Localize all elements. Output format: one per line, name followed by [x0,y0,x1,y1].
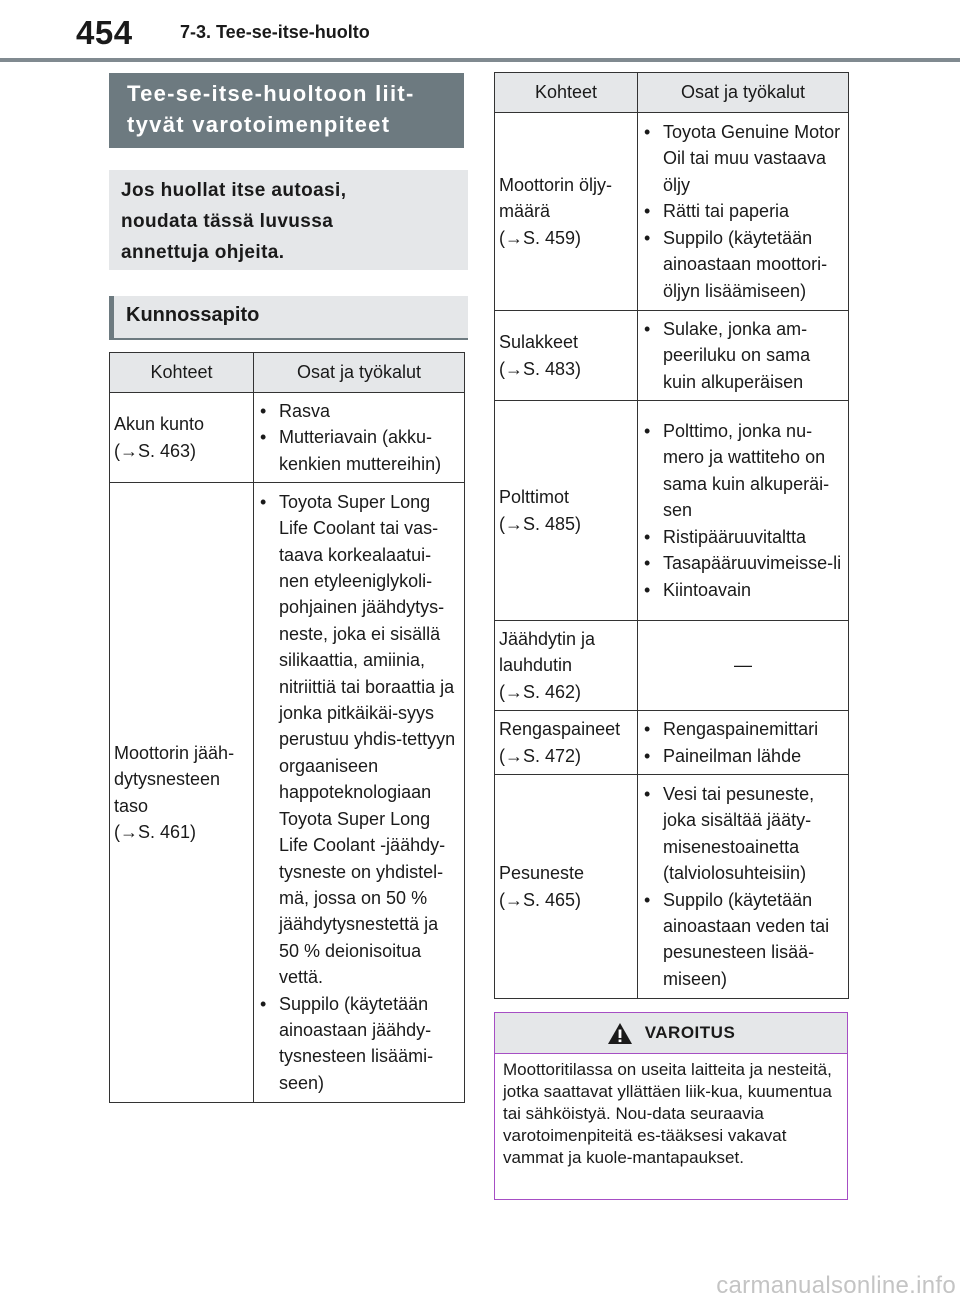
warning-title: VAROITUS [644,1023,736,1042]
table-row [495,401,849,621]
page-number: 454 [76,14,133,51]
item-page-ref: (→S. 459) [499,227,582,248]
tool-item: • Suppilo (käytetään ainoastaan moottori-öljyn lisäämiseen) [642,225,844,304]
warning-text: Moottoritilassa on useita laitteita ja nesteitä, jotka saattavat yllättäen liik-kua, kuumentua tai sähköistyä. Nou-data seuraavia varotoimenpiteitä es-tääksesi vakavat vammat ja kuole-mantapaukset. [503,1060,832,1167]
section-title: 7-3. Tee-se-itse-huolto [180,22,370,42]
item-page-ref: (→S. 472) [499,745,582,766]
table-row [110,393,465,483]
table-row [110,483,465,1103]
item-line: Polttimot [499,487,570,508]
intro-line-1: Jos huollat itse autoasi, [121,180,347,201]
item-line: Jäähdytin ja [499,628,596,649]
tool-item: • Ristipääruuvitaltta [642,524,844,550]
item-line: Moottorin öljy- [499,174,613,195]
watermark: carmanualsonline.info [716,1272,956,1299]
row-tools [638,775,849,999]
item-line: Moottorin jääh- [114,742,235,763]
maintenance-table-left [109,352,465,1103]
tool-item: • Paineilman lähde [642,743,844,769]
section-heading-box [109,73,464,148]
table-row [495,113,849,311]
item-line: Sulakkeet [499,332,579,353]
item-page-ref: (→S. 465) [499,889,582,910]
row-item [495,113,638,311]
row-item [495,311,638,401]
warning-triangle-icon [607,1022,633,1045]
item-line: Rengaspaineet [499,719,621,740]
row-item [110,393,254,483]
tool-item: • Mutteriavain (akku-kenkien muttereihin) [258,424,460,477]
item-page-ref: (→S. 483) [499,358,582,379]
row-tools [254,393,465,483]
row-tools [254,483,465,1103]
item-line: lauhdutin [499,655,573,676]
row-tools [638,711,849,775]
tool-item: • Rengaspainemittari [642,716,844,742]
header-divider [0,58,960,62]
table-header-row [495,73,849,113]
table-header-row [110,353,465,393]
tool-item: • Rätti tai paperia [642,198,844,224]
maintenance-table-right [494,72,849,999]
item-line: määrä [499,201,551,222]
section-heading-line-2: tyvät varotoimenpiteet [127,112,391,137]
warning-header [495,1013,847,1054]
header-tools: Osat ja työkalut [638,73,849,113]
row-tools [638,311,849,401]
row-item [495,621,638,711]
section-heading-line-1: Tee-se-itse-huoltoon liit- [127,81,415,106]
tool-item: • Tasapääruuvimeisse-li [642,550,844,576]
header-items: Kohteet [495,73,638,113]
item-page-ref: (→S. 461) [114,821,197,842]
item-page-ref: (→S. 485) [499,513,582,534]
tool-item: • Vesi tai pesuneste, joka sisältää jääty-misenestoainetta (talviolosuhteisiin) [642,781,844,887]
item-line: dytysnesteen [114,769,221,790]
tool-item: • Sulake, jonka am-peeriluku on sama kuin alkuperäisen [642,316,844,395]
intro-box [109,170,468,270]
table-row [495,711,849,775]
intro-line-3: annettuja ohjeita. [121,242,285,263]
row-tools [638,113,849,311]
table-row [495,311,849,401]
row-item [110,483,254,1103]
warning-box [494,1012,848,1200]
tool-item: • Rasva [258,398,460,424]
item-line: taso [114,795,149,816]
header-tools: Osat ja työkalut [254,353,465,393]
row-tools [638,401,849,621]
maintenance-heading: Kunnossapito [109,296,468,340]
item-line: Pesuneste [499,863,585,884]
item-page-ref: (→S. 463) [114,440,197,461]
item-line: Akun kunto [114,414,205,435]
table-row [495,775,849,999]
header-items: Kohteet [110,353,254,393]
item-page-ref: (→S. 462) [499,681,582,702]
tool-item: • Suppilo (käytetään ainoastaan jäähdy-tysnesteen lisäämi-seen) [258,991,460,1097]
tool-item: • Toyota Super Long Life Coolant tai vas-taava korkealaatui-nen etyleeniglykoli-pohjainen jäähdytys-neste, joka ei sisällä silikaattia, amiinia, nitriittiä tai boraattia ja jonka pitkäikäi-syys perustuu yhdis-tettyyn orgaaniseen happoteknologiaan Toyota Super Long Life Coolant -jäähdy-tysneste on yhdistel-mä, jossa on 50 % jäähdytysnestettä ja 50 % deionisoitua vettä. [258,489,460,991]
intro-line-2: noudata tässä luvussa [121,211,334,232]
table-row [495,621,849,711]
tool-item: • Suppilo (käytetään ainoastaan veden tai pesunesteen lisää-miseen) [642,887,844,993]
row-item [495,401,638,621]
tool-item: • Toyota Genuine Motor Oil tai muu vastaava öljy [642,119,844,198]
row-item [495,775,638,999]
tool-item: • Kiintoavain [642,577,844,603]
row-tools-none: — [638,621,849,711]
tool-item: • Polttimo, jonka nu-mero ja wattiteho on sama kuin alkuperäi-sen [642,418,844,524]
row-item [495,711,638,775]
